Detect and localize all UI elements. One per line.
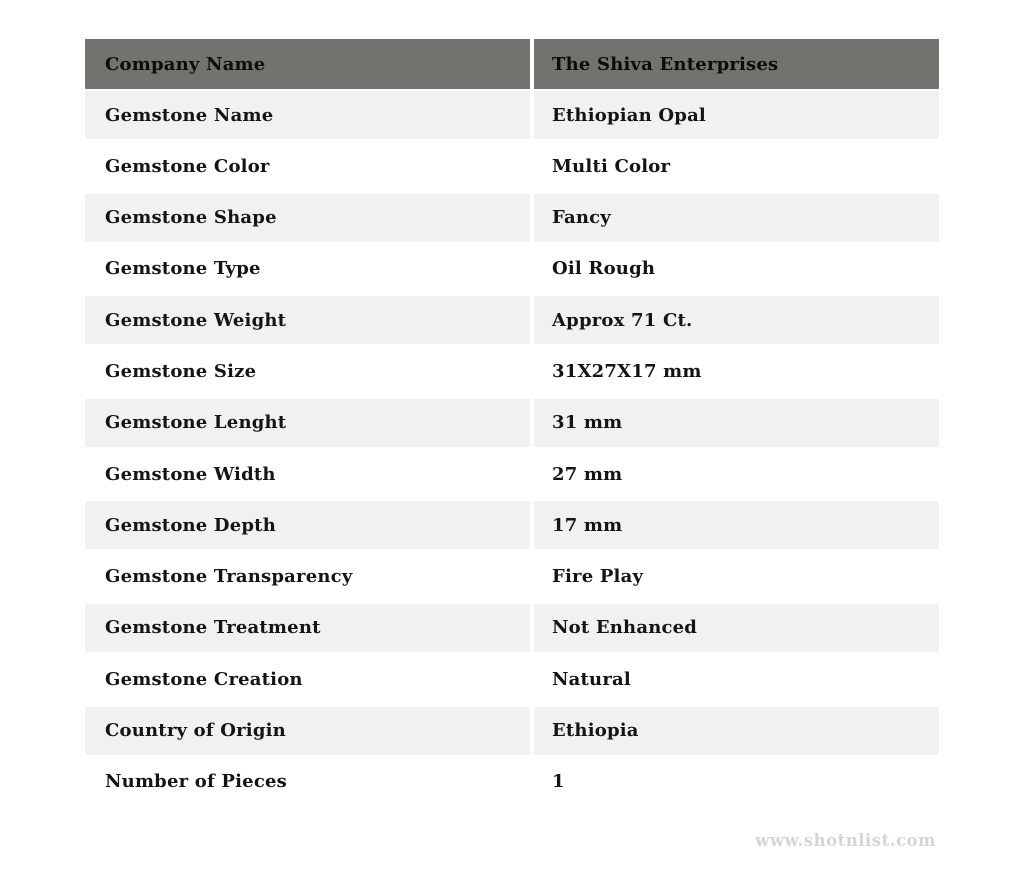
row-label: Gemstone Size — [105, 360, 257, 382]
row-label: Gemstone Weight — [105, 309, 287, 331]
row-label: Gemstone Depth — [105, 514, 276, 536]
table-row — [85, 501, 939, 549]
table-row — [85, 604, 939, 652]
row-label: Number of Pieces — [105, 771, 287, 793]
row-label-cell — [85, 553, 530, 601]
table-row — [85, 194, 939, 242]
row-label-cell — [85, 399, 530, 447]
row-label-cell — [85, 296, 530, 344]
row-label-cell — [85, 707, 530, 755]
table-row — [85, 707, 939, 755]
row-value-cell — [534, 142, 939, 190]
row-label: Gemstone Lenght — [105, 412, 287, 434]
table-row — [85, 91, 939, 139]
row-value-cell — [534, 501, 939, 549]
table-row — [85, 296, 939, 344]
row-label: Gemstone Shape — [105, 207, 277, 229]
row-label: Gemstone Name — [105, 104, 274, 126]
row-value-cell — [534, 245, 939, 293]
row-label-cell — [85, 758, 530, 806]
row-value: 31X27X17 mm — [552, 360, 702, 382]
row-label: Gemstone Transparency — [105, 566, 353, 588]
row-label: Gemstone Treatment — [105, 617, 321, 639]
row-label-cell — [85, 655, 530, 703]
row-value-cell — [534, 399, 939, 447]
row-value-cell — [534, 758, 939, 806]
row-label-cell — [85, 450, 530, 498]
table-row — [85, 399, 939, 447]
row-label: Country of Origin — [105, 720, 286, 742]
row-value-cell — [534, 553, 939, 601]
row-value: 1 — [552, 771, 565, 793]
row-value-cell — [534, 91, 939, 139]
row-label-cell — [85, 245, 530, 293]
row-value: Multi Color — [552, 155, 671, 177]
watermark-text: www.shotnlist.com — [755, 831, 936, 850]
table-row — [85, 553, 939, 601]
row-label-cell — [85, 604, 530, 652]
row-value-cell — [534, 655, 939, 703]
header-value: The Shiva Enterprises — [552, 53, 779, 75]
row-value: Oil Rough — [552, 258, 656, 280]
row-value: Fire Play — [552, 566, 644, 588]
table-row — [85, 655, 939, 703]
table-row — [85, 245, 939, 293]
row-label: Gemstone Type — [105, 258, 261, 280]
row-label-cell — [85, 91, 530, 139]
row-value-cell — [534, 604, 939, 652]
gemstone-details-table — [85, 39, 939, 809]
row-label: Gemstone Width — [105, 463, 276, 485]
row-value-cell — [534, 296, 939, 344]
row-label: Gemstone Creation — [105, 668, 303, 690]
table-header-row — [85, 39, 939, 89]
table-row — [85, 142, 939, 190]
table-row — [85, 347, 939, 395]
table-body — [85, 91, 939, 806]
row-label-cell — [85, 347, 530, 395]
row-value: Approx 71 Ct. — [552, 309, 693, 331]
row-label: Gemstone Color — [105, 155, 270, 177]
row-value-cell — [534, 450, 939, 498]
row-value: Natural — [552, 668, 631, 690]
header-value-cell — [534, 39, 939, 89]
row-label-cell — [85, 142, 530, 190]
row-label-cell — [85, 501, 530, 549]
row-value-cell — [534, 707, 939, 755]
row-value: 31 mm — [552, 412, 623, 434]
header-label-cell — [85, 39, 530, 89]
header-label: Company Name — [105, 53, 266, 75]
table-row — [85, 450, 939, 498]
row-label-cell — [85, 194, 530, 242]
table-row — [85, 758, 939, 806]
row-value: Not Enhanced — [552, 617, 698, 639]
row-value-cell — [534, 194, 939, 242]
row-value: 17 mm — [552, 514, 623, 536]
row-value: 27 mm — [552, 463, 623, 485]
row-value: Ethiopian Opal — [552, 104, 706, 126]
row-value: Fancy — [552, 207, 611, 229]
row-value-cell — [534, 347, 939, 395]
row-value: Ethiopia — [552, 720, 639, 742]
